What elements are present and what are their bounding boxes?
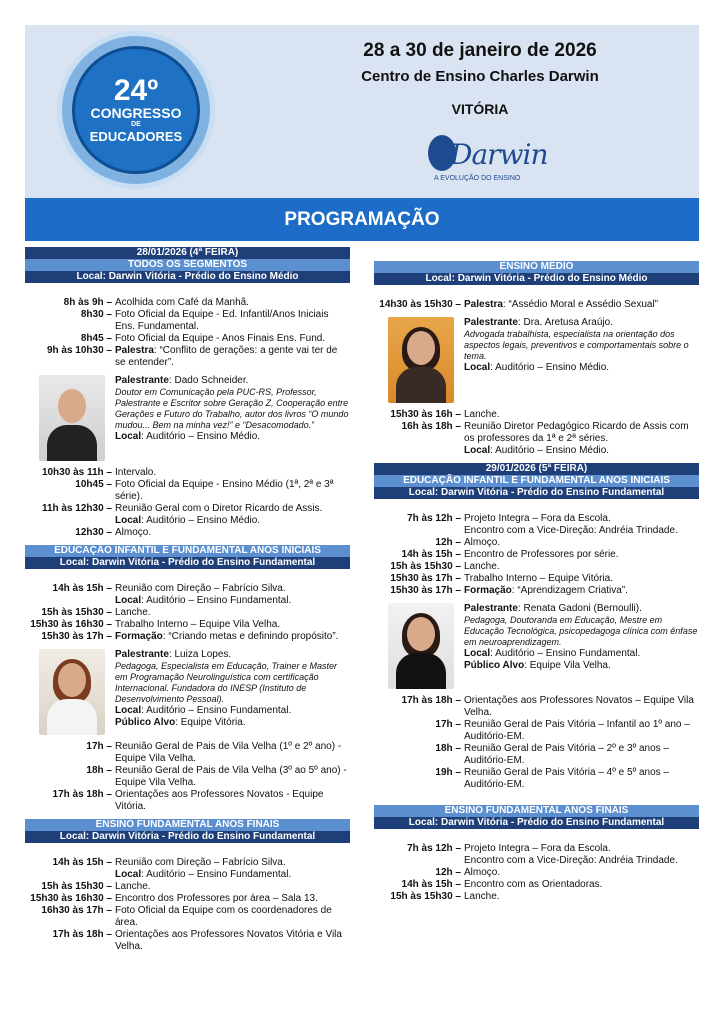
schedule-desc-text: : Auditório – Ensino Médio. — [490, 445, 610, 456]
schedule-row — [25, 309, 350, 333]
event-date: 28 a 30 de janeiro de 2026 — [363, 40, 597, 61]
day-header: 28/01/2026 (4ª FEIRA) — [25, 247, 350, 259]
section-title: EDUCAÇÃO INFANTIL E FUNDAMENTAL ANOS INICIAIS — [25, 545, 350, 557]
schedule-desc — [464, 743, 699, 767]
schedule-row — [25, 297, 350, 309]
section-local: Local: Darwin Vitória - Prédio do Ensino Fundamental — [25, 831, 350, 843]
logo-word: Darwin — [450, 138, 548, 171]
schedule-desc-text: Reunião Diretor Pedagógico Ricardo de Assis com os professores da 1ª e 2ª séries. — [464, 421, 689, 444]
schedule-desc-text: Projeto Integra – Fora da Escola. — [464, 843, 611, 854]
schedule-time: 15h30 às 16h30 – — [30, 619, 112, 630]
schedule-row — [374, 843, 699, 855]
schedule-desc-label: Formação — [115, 631, 163, 642]
schedule-row — [374, 409, 699, 421]
speaker-bio: Doutor em Comunicação pela PUC-RS, Professor, Palestrante e Escritor sobre Geração Z, Cooperação entre Gerações e Futuro do Trabalho, autor dos livros “O mundo mudou... Bem na minha vez!” e “Desacomodado.” — [115, 387, 349, 430]
schedule-row — [25, 765, 350, 789]
schedule-row — [374, 513, 699, 525]
schedule-desc-label: Local — [115, 515, 142, 526]
schedule-time: 10h45 – — [75, 479, 112, 490]
schedule-desc — [464, 585, 699, 597]
schedule-row — [25, 479, 350, 503]
schedule-time: 12h – — [435, 537, 461, 548]
schedule-row — [25, 503, 350, 515]
schedule-row — [25, 333, 350, 345]
schedule-desc — [464, 767, 699, 791]
speaker-card — [25, 375, 350, 461]
schedule-desc — [464, 891, 699, 903]
schedule-desc-text: Lanche. — [115, 881, 151, 892]
schedule-desc — [115, 905, 350, 929]
schedule-desc-label: Local — [115, 869, 142, 880]
right-column — [374, 261, 699, 903]
schedule-row — [25, 881, 350, 893]
schedule-time: 15h30 às 16h – — [390, 409, 461, 420]
schedule-list — [374, 843, 699, 903]
local-label: Local — [115, 431, 142, 442]
schedule-time: 8h30 – — [80, 309, 112, 320]
speaker-photo — [388, 603, 454, 689]
schedule-time: 15h30 às 17h – — [41, 631, 112, 642]
schedule-desc-text: Lanche. — [464, 409, 500, 420]
local-label: Local — [464, 362, 491, 373]
schedule-row — [374, 867, 699, 879]
schedule-row — [374, 525, 699, 537]
schedule-time: 17h às 18h – — [401, 695, 461, 706]
schedule-desc — [464, 719, 699, 743]
badge-inner — [72, 46, 200, 174]
schedule-row — [374, 549, 699, 561]
schedule-desc — [115, 503, 350, 515]
section-title: ENSINO MÉDIO — [374, 261, 699, 273]
schedule-row — [374, 537, 699, 549]
schedule-row — [25, 583, 350, 595]
schedule-desc-text: : Auditório – Ensino Fundamental. — [141, 869, 292, 880]
schedule-desc — [115, 467, 350, 479]
schedule-list — [374, 513, 699, 597]
schedule-row — [25, 595, 350, 607]
schedule-time: 15h às 15h30 – — [41, 881, 112, 892]
schedule-desc — [115, 631, 350, 643]
schedule-time — [374, 445, 464, 457]
schedule-row — [25, 515, 350, 527]
section-local: Local: Darwin Vitória - Prédio do Ensino Médio — [374, 273, 699, 285]
schedule-desc — [115, 929, 350, 953]
speaker-label: Palestrante — [115, 375, 169, 386]
schedule-row — [25, 857, 350, 869]
schedule-row — [374, 573, 699, 585]
schedule-desc — [115, 527, 350, 539]
speaker-name: : Renata Gadoni (Bernoulli). — [517, 603, 642, 614]
schedule-desc-text: : “Aprendizagem Criativa”. — [511, 585, 628, 596]
schedule-row — [374, 585, 699, 597]
schedule-desc-text: Reunião Geral com o Diretor Ricardo de Assis. — [115, 503, 323, 514]
schedule-list — [25, 297, 350, 369]
schedule-row — [25, 345, 350, 369]
schedule-list — [374, 299, 699, 311]
congress-badge — [57, 31, 215, 189]
schedule-desc — [115, 607, 350, 619]
local-value: : Auditório – Ensino Médio. — [490, 362, 610, 373]
schedule-desc-text: Acolhida com Café da Manhã. — [115, 297, 249, 308]
speaker-bio: Advogada trabalhista, especialista na orientação dos aspectos legais, preventivos e comportamentais sobre o tema. — [464, 329, 689, 361]
schedule-time: 16h às 18h – — [401, 421, 461, 432]
schedule-desc-text: Reunião Geral de Pais Vitória – Infantil ao 1º ano – Auditório-EM. — [464, 719, 690, 742]
schedule-desc — [464, 525, 699, 537]
schedule-desc-text: : “Conflito de gerações: a gente vai ter de se entender”. — [115, 345, 338, 368]
schedule-desc-text: Almoço. — [115, 527, 152, 538]
schedule-desc — [464, 573, 699, 585]
speaker-name: : Luiza Lopes. — [168, 649, 232, 660]
section-local: Local: Darwin Vitória - Prédio do Ensino Fundamental — [25, 557, 350, 569]
schedule-time: 15h às 15h30 – — [390, 561, 461, 572]
schedule-time: 14h às 15h – — [52, 583, 112, 594]
schedule-desc-text: : “Criando metas e definindo propósito”. — [162, 631, 339, 642]
schedule-time: 17h às 18h – — [52, 789, 112, 800]
schedule-desc-text: Foto Oficial da Equipe - Ensino Médio (1ª, 2ª e 3ª série). — [115, 479, 334, 502]
schedule-desc-text: Encontro com a Vice-Direção: Andréia Trindade. — [464, 855, 678, 866]
schedule-time: 15h30 às 17h – — [390, 573, 461, 584]
schedule-desc-text: Foto Oficial da Equipe com os coordenadores de área. — [115, 905, 332, 928]
schedule-list — [25, 467, 350, 539]
schedule-time: 7h às 12h – — [407, 843, 461, 854]
schedule-desc-text: Trabalho Interno – Equipe Vitória. — [464, 573, 613, 584]
schedule-desc-text: Almoço. — [464, 867, 501, 878]
schedule-row — [25, 869, 350, 881]
schedule-desc — [115, 765, 350, 789]
schedule-time: 7h às 12h – — [407, 513, 461, 524]
schedule-time: 18h – — [435, 743, 461, 754]
schedule-row — [25, 631, 350, 643]
schedule-desc-text: Projeto Integra – Fora da Escola. — [464, 513, 611, 524]
schedule-time: 12h – — [435, 867, 461, 878]
schedule-row — [374, 855, 699, 867]
section-local: Local: Darwin Vitória - Prédio do Ensino Fundamental — [374, 817, 699, 829]
section-title: ENSINO FUNDAMENTAL ANOS FINAIS — [25, 819, 350, 831]
left-column — [25, 247, 350, 953]
badge-line3: EDUCADORES — [89, 129, 183, 144]
schedule-desc — [464, 867, 699, 879]
schedule-desc — [115, 583, 350, 595]
schedule-desc-label: Local — [115, 595, 142, 606]
public-label: Público Alvo — [115, 717, 176, 728]
schedule-row — [25, 741, 350, 765]
schedule-desc-text: Encontro com as Orientadoras. — [464, 879, 603, 890]
schedule-desc — [115, 345, 350, 369]
speaker-bio: Pedagoga, Especialista em Educação, Trainer e Master em Programação Neurolinguística com certificação Internacional. Fundadora do INESP (Instituto de Desenvolvimento Pessoal). — [115, 661, 337, 704]
schedule-desc — [464, 561, 699, 573]
schedule-desc-text: Orientações aos Professores Novatos – Equipe Vila Velha. — [464, 695, 694, 718]
schedule-desc-text: : Auditório – Ensino Médio. — [141, 515, 261, 526]
schedule-time: 17h – — [435, 719, 461, 730]
schedule-desc-text: Lanche. — [464, 891, 500, 902]
schedule-desc — [464, 855, 699, 867]
schedule-row — [374, 299, 699, 311]
section-title: TODOS OS SEGMENTOS — [25, 259, 350, 271]
schedule-desc — [115, 893, 350, 905]
local-value: : Auditório – Ensino Fundamental. — [141, 705, 292, 716]
schedule-desc-text: Reunião Geral de Pais de Vila Velha (1º e 2º ano) - Equipe Vila Velha. — [115, 741, 342, 764]
schedule-desc-text: Intervalo. — [115, 467, 157, 478]
speaker-name: : Dado Schneider. — [168, 375, 249, 386]
schedule-row — [374, 695, 699, 719]
schedule-desc — [464, 879, 699, 891]
event-info — [280, 37, 680, 117]
schedule-desc-text: Reunião Geral de Pais Vitória – 2º e 3º anos – Auditório-EM. — [464, 743, 670, 766]
schedule-time — [25, 595, 115, 607]
schedule-desc-text: Reunião com Direção – Fabrício Silva. — [115, 857, 286, 868]
section-local: Local: Darwin Vitória - Prédio do Ensino Fundamental — [374, 487, 699, 499]
schedule-desc — [115, 297, 350, 309]
local-label: Local — [464, 648, 491, 659]
schedule-time: 15h às 15h30 – — [390, 891, 461, 902]
local-value: : Auditório – Ensino Fundamental. — [490, 648, 641, 659]
schedule-desc — [115, 479, 350, 503]
header-banner — [25, 25, 699, 198]
schedule-desc — [464, 299, 699, 311]
schedule-time: 14h às 15h – — [52, 857, 112, 868]
schedule-desc — [115, 309, 350, 333]
schedule-time: 15h30 às 17h – — [390, 585, 461, 596]
schedule-desc-text: Trabalho Interno – Equipe Vila Velha. — [115, 619, 281, 630]
schedule-desc — [115, 881, 350, 893]
schedule-list — [25, 741, 350, 813]
schedule-time: 12h30 – — [75, 527, 112, 538]
speaker-label: Palestrante — [115, 649, 169, 660]
schedule-desc-text: Reunião Geral de Pais de Vila Velha (3º ao 5º ano) - Equipe Vila Velha. — [115, 765, 347, 788]
schedule-time: 14h30 às 15h30 – — [379, 299, 461, 310]
schedule-time: 17h – — [86, 741, 112, 752]
schedule-desc-text: Encontro com a Vice-Direção: Andréia Trindade. — [464, 525, 678, 536]
schedule-row — [25, 929, 350, 953]
schedule-desc-text: Lanche. — [464, 561, 500, 572]
schedule-row — [25, 893, 350, 905]
logo-tagline: A EVOLUÇÃO DO ENSINO — [434, 175, 521, 182]
schedule-desc-label: Palestra — [464, 299, 503, 310]
schedule-desc — [464, 421, 699, 445]
schedule-row — [374, 445, 699, 457]
schedule-time: 16h30 às 17h – — [41, 905, 112, 916]
schedule-desc — [115, 869, 350, 881]
schedule-desc-label: Palestra — [115, 345, 154, 356]
schedule-row — [25, 619, 350, 631]
schedule-time — [374, 855, 464, 867]
schedule-desc-text: Orientações aos Professores Novatos - Equipe Vitória. — [115, 789, 324, 812]
day-header: 29/01/2026 (5ª FEIRA) — [374, 463, 699, 475]
schedule-time: 11h às 12h30 – — [41, 503, 112, 514]
schedule-time: 15h às 15h30 – — [41, 607, 112, 618]
page-title: PROGRAMAÇÃO — [25, 198, 699, 241]
schedule-time — [25, 515, 115, 527]
public-label: Público Alvo — [464, 660, 525, 671]
schedule-desc — [464, 695, 699, 719]
schedule-desc — [115, 789, 350, 813]
speaker-card — [374, 317, 699, 403]
schedule-time: 15h30 às 16h30 – — [30, 893, 112, 904]
section-title: ENSINO FUNDAMENTAL ANOS FINAIS — [374, 805, 699, 817]
speaker-label: Palestrante — [464, 603, 518, 614]
schedule-row — [374, 891, 699, 903]
speaker-photo — [39, 649, 105, 735]
event-place: Centro de Ensino Charles Darwin — [361, 68, 599, 85]
local-label: Local — [115, 705, 142, 716]
schedule-time — [25, 869, 115, 881]
schedule-desc — [464, 513, 699, 525]
schedule-row — [374, 767, 699, 791]
schedule-time — [374, 525, 464, 537]
schedule-list — [374, 695, 699, 791]
speaker-photo — [388, 317, 454, 403]
schedule-desc — [115, 741, 350, 765]
schedule-desc-text: : Auditório – Ensino Fundamental. — [141, 595, 292, 606]
schedule-desc — [115, 515, 350, 527]
section-local: Local: Darwin Vitória - Prédio do Ensino Médio — [25, 271, 350, 283]
schedule-desc-text: Reunião com Direção – Fabrício Silva. — [115, 583, 286, 594]
schedule-row — [25, 467, 350, 479]
schedule-time: 8h às 9h – — [63, 297, 112, 308]
schedule-row — [25, 905, 350, 929]
schedule-desc-text: Encontro de Professores por série. — [464, 549, 619, 560]
schedule-desc-text: : “Assédio Moral e Assédio Sexual” — [502, 299, 658, 310]
schedule-desc-text: Lanche. — [115, 607, 151, 618]
schedule-row — [374, 421, 699, 445]
schedule-desc-label: Local — [464, 445, 491, 456]
schedule-time: 8h45 – — [80, 333, 112, 344]
schedule-desc — [464, 445, 699, 457]
schedule-row — [25, 789, 350, 813]
schedule-list — [25, 583, 350, 643]
schedule-list — [25, 857, 350, 953]
schedule-time: 17h às 18h – — [52, 929, 112, 940]
event-city: VITÓRIA — [451, 101, 509, 117]
section-title: EDUCAÇÃO INFANTIL E FUNDAMENTAL ANOS INICIAIS — [374, 475, 699, 487]
schedule-desc — [115, 857, 350, 869]
badge-line2: DE — [131, 121, 141, 128]
schedule-time: 14h às 15h – — [401, 549, 461, 560]
badge-number: 24º — [113, 74, 159, 107]
schedule-row — [25, 527, 350, 539]
speaker-card — [25, 649, 350, 735]
schedule-time: 14h às 15h – — [401, 879, 461, 890]
schedule-desc-text: Foto Oficial da Equipe - Anos Finais Ens. Fund. — [115, 333, 326, 344]
schedule-desc — [464, 843, 699, 855]
schedule-row — [25, 607, 350, 619]
schedule-desc-text: Encontro dos Professores por área – Sala 13. — [115, 893, 318, 904]
schedule-desc — [115, 595, 350, 607]
speaker-card — [374, 603, 699, 689]
darwin-logo — [428, 135, 548, 185]
schedule-desc — [464, 537, 699, 549]
public-value: : Equipe Vila Velha. — [524, 660, 611, 671]
schedule-time: 19h – — [435, 767, 461, 778]
schedule-row — [374, 561, 699, 573]
schedule-desc — [464, 549, 699, 561]
schedule-row — [374, 743, 699, 767]
schedule-desc — [464, 409, 699, 421]
schedule-desc-label: Formação — [464, 585, 512, 596]
schedule-time: 9h às 10h30 – — [46, 345, 112, 356]
speaker-photo — [39, 375, 105, 461]
speaker-label: Palestrante — [464, 317, 518, 328]
schedule-row — [374, 719, 699, 743]
speaker-bio: Pedagoga, Doutoranda em Educação, Mestre em Educação Tecnológica, psicopedagoga clínica com ênfase em neuroaprendizagem. — [464, 615, 698, 647]
schedule-desc-text: Orientações aos Professores Novatos Vitória e Vila Velha. — [115, 929, 342, 952]
local-value: : Auditório – Ensino Médio. — [141, 431, 261, 442]
schedule-desc-text: Reunião Geral de Pais Vitória – 4º e 5º anos – Auditório-EM. — [464, 767, 670, 790]
schedule-desc — [115, 619, 350, 631]
schedule-row — [374, 879, 699, 891]
schedule-desc — [115, 333, 350, 345]
schedule-time: 10h30 às 11h – — [41, 467, 112, 478]
schedule-desc-text: Foto Oficial da Equipe - Ed. Infantil/Anos Iniciais Ens. Fundamental. — [115, 309, 329, 332]
schedule-list — [374, 409, 699, 457]
badge-line1: CONGRESSO — [90, 105, 182, 121]
speaker-name: : Dra. Aretusa Araújo. — [517, 317, 613, 328]
schedule-desc-text: Almoço. — [464, 537, 501, 548]
public-value: : Equipe Vitória. — [175, 717, 246, 728]
schedule-time: 18h – — [86, 765, 112, 776]
